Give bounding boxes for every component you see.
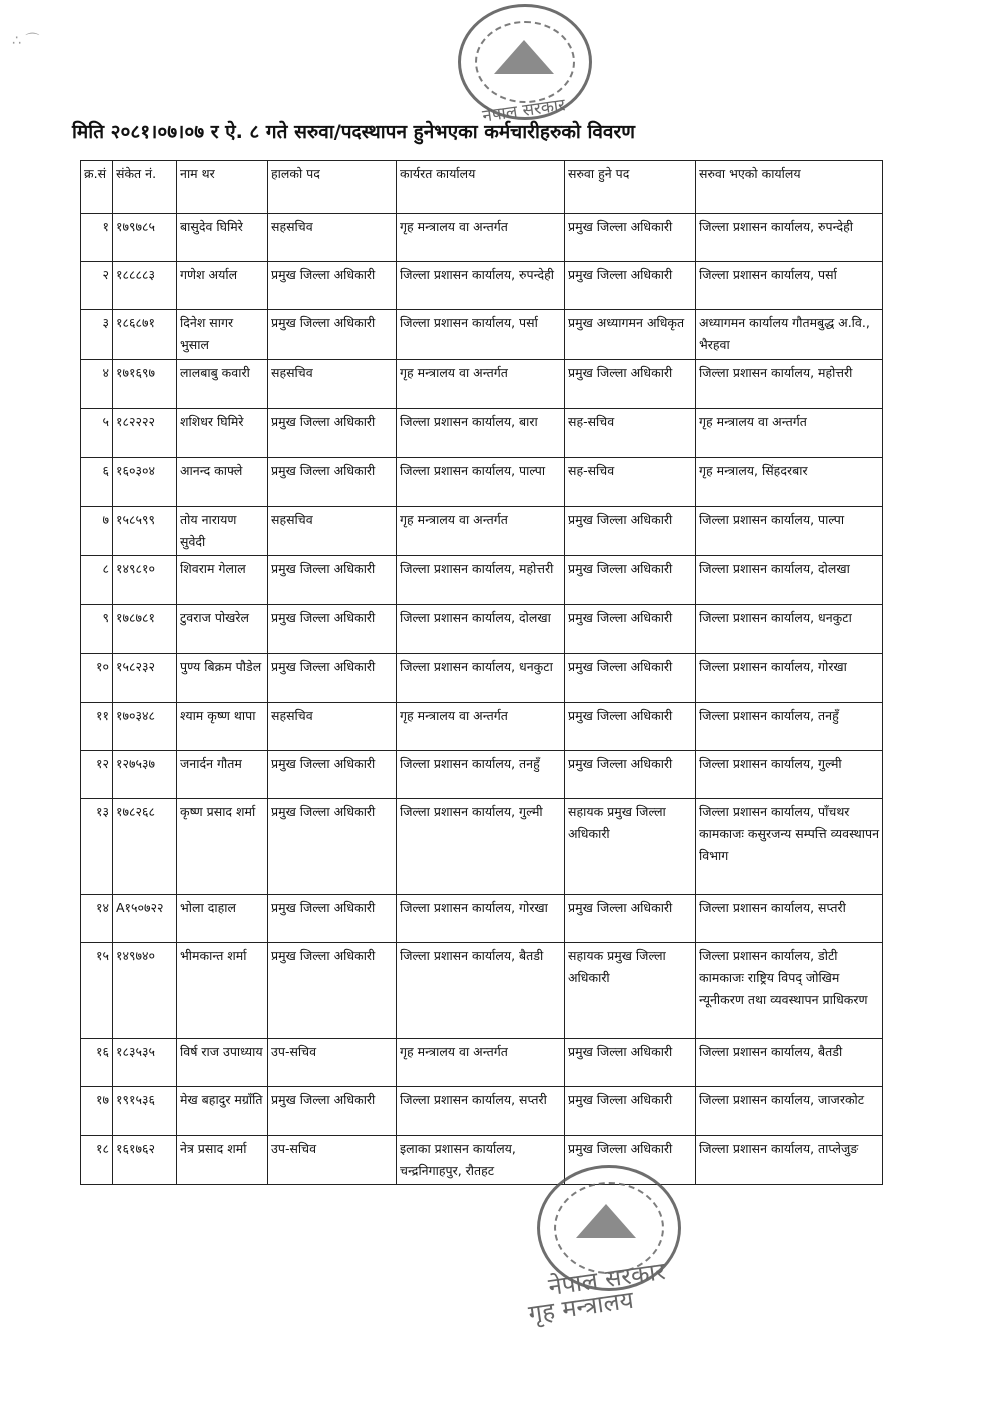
cell-serial: १६ [81,1039,113,1087]
table-row [81,360,883,409]
stamp-text-top: नेपाल सरकार [481,95,567,127]
table-row [81,458,883,507]
table-row [81,1087,883,1136]
cell-serial: १३ [81,799,113,895]
table-row [81,703,883,751]
cell-code: १४९८१० [113,556,177,605]
header-transfer-post: सरुवा हुने पद [565,161,696,214]
cell-serial: ३ [81,310,113,360]
header-current-post: हालको पद [268,161,397,214]
cell-code: १८३५३५ [113,1039,177,1087]
cell-code: १८६८७१ [113,310,177,360]
cell-transfer-office: जिल्ला प्रशासन कार्यालय, रुपन्देही [696,214,883,262]
cell-name: कृष्ण प्रसाद शर्मा [177,799,268,895]
cell-name: भीमकान्त शर्मा [177,943,268,1039]
table-row [81,654,883,703]
cell-transfer-office: अध्यागमन कार्यालय गौतमबुद्ध अ.वि., भैरहवा [696,310,883,360]
cell-current-office: जिल्ला प्रशासन कार्यालय, धनकुटा [397,654,565,703]
header-serial: क्र.सं [81,161,113,214]
table-row [81,214,883,262]
cell-code: १५८२३२ [113,654,177,703]
cell-transfer-office: जिल्ला प्रशासन कार्यालय, महोत्तरी [696,360,883,409]
cell-serial: १२ [81,751,113,799]
cell-serial: १८ [81,1136,113,1185]
cell-transfer-office: गृह मन्त्रालय वा अन्तर्गत [696,409,883,458]
cell-current-post: प्रमुख जिल्ला अधिकारी [268,262,397,310]
cell-current-post: प्रमुख जिल्ला अधिकारी [268,895,397,943]
table-row [81,507,883,556]
cell-transfer-post: सहायक प्रमुख जिल्ला अधिकारी [565,943,696,1039]
cell-current-post: सहसचिव [268,507,397,556]
cell-current-post: प्रमुख जिल्ला अधिकारी [268,799,397,895]
cell-name: जनार्दन गौतम [177,751,268,799]
cell-transfer-office: जिल्ला प्रशासन कार्यालय, जाजरकोट [696,1087,883,1136]
cell-current-office: जिल्ला प्रशासन कार्यालय, गुल्मी [397,799,565,895]
cell-name: मेख बहादुर मग्राँति [177,1087,268,1136]
cell-serial: ५ [81,409,113,458]
cell-name: लालबाबु कवारी [177,360,268,409]
cell-code: १६०३०४ [113,458,177,507]
cell-name: गणेश अर्याल [177,262,268,310]
cell-code: १५८५९९ [113,507,177,556]
cell-current-office: गृह मन्त्रालय वा अन्तर्गत [397,360,565,409]
cell-transfer-office: जिल्ला प्रशासन कार्यालय, ताप्लेजुङ [696,1136,883,1185]
header-transfer-office: सरुवा भएको कार्यालय [696,161,883,214]
cell-current-office: इलाका प्रशासन कार्यालय, चन्द्रनिगाहपुर, रौतहट [397,1136,565,1185]
cell-transfer-post: प्रमुख जिल्ला अधिकारी [565,751,696,799]
cell-transfer-office: जिल्ला प्रशासन कार्यालय, सप्तरी [696,895,883,943]
table-row [81,943,883,1039]
cell-code: १९१५३६ [113,1087,177,1136]
cell-transfer-post: सह-सचिव [565,458,696,507]
cell-serial: २ [81,262,113,310]
table-row [81,262,883,310]
cell-name: विर्ष राज उपाध्याय [177,1039,268,1087]
cell-transfer-post: प्रमुख जिल्ला अधिकारी [565,1039,696,1087]
table-header-row [81,161,883,214]
cell-transfer-post: प्रमुख जिल्ला अधिकारी [565,214,696,262]
cell-name: श्याम कृष्ण थापा [177,703,268,751]
cell-current-office: जिल्ला प्रशासन कार्यालय, तनहुँ [397,751,565,799]
cell-current-post: प्रमुख जिल्ला अधिकारी [268,409,397,458]
table-row [81,895,883,943]
cell-current-post: प्रमुख जिल्ला अधिकारी [268,654,397,703]
cell-current-office: जिल्ला प्रशासन कार्यालय, दोलखा [397,605,565,654]
cell-code: १७८७८१ [113,605,177,654]
cell-serial: ६ [81,458,113,507]
cell-transfer-post: सहायक प्रमुख जिल्ला अधिकारी [565,799,696,895]
cell-name: टुवराज पोखरेल [177,605,268,654]
cell-code: १२७५३७ [113,751,177,799]
table-row [81,1136,883,1185]
table-row [81,556,883,605]
transfer-table [80,160,883,1185]
cell-code: १४९७४० [113,943,177,1039]
cell-current-post: प्रमुख जिल्ला अधिकारी [268,751,397,799]
cell-current-post: प्रमुख जिल्ला अधिकारी [268,943,397,1039]
cell-serial: ११ [81,703,113,751]
table-row [81,605,883,654]
cell-transfer-office: जिल्ला प्रशासन कार्यालय, पाँचथर कामकाजः कसुरजन्य सम्पत्ति व्यवस्थापन विभाग [696,799,883,895]
cell-serial: १७ [81,1087,113,1136]
cell-current-office: जिल्ला प्रशासन कार्यालय, पाल्पा [397,458,565,507]
cell-code: १७८२६८ [113,799,177,895]
cell-transfer-office: जिल्ला प्रशासन कार्यालय, तनहुँ [696,703,883,751]
cell-code: A१५०७२२ [113,895,177,943]
stamp-text-bottom-2: गृह मन्त्रालय [526,1285,636,1329]
cell-serial: ४ [81,360,113,409]
cell-transfer-office: जिल्ला प्रशासन कार्यालय, धनकुटा [696,605,883,654]
document-title: मिति २०८१।०७।०७ र ऐ. ८ गते सरुवा/पदस्थापन हुनेभएका कर्मचारीहरुको विवरण [72,121,635,143]
table-row [81,799,883,895]
cell-transfer-post: प्रमुख जिल्ला अधिकारी [565,1087,696,1136]
cell-current-post: प्रमुख जिल्ला अधिकारी [268,556,397,605]
cell-current-post: सहसचिव [268,360,397,409]
cell-transfer-post: प्रमुख अध्यागमन अधिकृत [565,310,696,360]
cell-serial: १० [81,654,113,703]
cell-transfer-post: प्रमुख जिल्ला अधिकारी [565,1136,696,1185]
cell-current-office: जिल्ला प्रशासन कार्यालय, सप्तरी [397,1087,565,1136]
cell-transfer-post: प्रमुख जिल्ला अधिकारी [565,654,696,703]
cell-serial: १५ [81,943,113,1039]
cell-name: शिवराम गेलाल [177,556,268,605]
cell-name: दिनेश सागर भुसाल [177,310,268,360]
cell-code: १७०३४८ [113,703,177,751]
cell-name: तोय नारायण सुवेदी [177,507,268,556]
table-row [81,310,883,360]
cell-current-post: प्रमुख जिल्ला अधिकारी [268,605,397,654]
cell-transfer-office: गृह मन्त्रालय, सिंहदरबार [696,458,883,507]
cell-current-office: गृह मन्त्रालय वा अन्तर्गत [397,1039,565,1087]
cell-code: १७९७८५ [113,214,177,262]
header-code: संकेत नं. [113,161,177,214]
cell-current-office: जिल्ला प्रशासन कार्यालय, महोत्तरी [397,556,565,605]
table-row [81,409,883,458]
cell-transfer-post: प्रमुख जिल्ला अधिकारी [565,703,696,751]
cell-serial: ८ [81,556,113,605]
cell-name: शशिधर घिमिरे [177,409,268,458]
cell-transfer-office: जिल्ला प्रशासन कार्यालय, डोटी कामकाजः राष्ट्रिय विपद् जोखिम न्यूनीकरण तथा व्यवस्थापन प्राधिकरण [696,943,883,1039]
table-row [81,751,883,799]
cell-name: बासुदेव घिमिरे [177,214,268,262]
cell-current-office: गृह मन्त्रालय वा अन्तर्गत [397,507,565,556]
cell-serial: १ [81,214,113,262]
cell-transfer-post: प्रमुख जिल्ला अधिकारी [565,360,696,409]
cell-transfer-post: प्रमुख जिल्ला अधिकारी [565,262,696,310]
cell-current-office: जिल्ला प्रशासन कार्यालय, गोरखा [397,895,565,943]
cell-serial: ७ [81,507,113,556]
cell-transfer-post: प्रमुख जिल्ला अधिकारी [565,605,696,654]
cell-current-post: प्रमुख जिल्ला अधिकारी [268,310,397,360]
cell-current-post: सहसचिव [268,214,397,262]
cell-current-post: प्रमुख जिल्ला अधिकारी [268,1087,397,1136]
cell-transfer-office: जिल्ला प्रशासन कार्यालय, दोलखा [696,556,883,605]
cell-current-office: गृह मन्त्रालय वा अन्तर्गत [397,214,565,262]
cell-code: १७१६९७ [113,360,177,409]
cell-name: भोला दाहाल [177,895,268,943]
cell-name: नेत्र प्रसाद शर्मा [177,1136,268,1185]
cell-transfer-post: सह-सचिव [565,409,696,458]
header-name: नाम थर [177,161,268,214]
cell-name: आनन्द काफ्ले [177,458,268,507]
cell-transfer-office: जिल्ला प्रशासन कार्यालय, गुल्मी [696,751,883,799]
cell-transfer-office: जिल्ला प्रशासन कार्यालय, बैतडी [696,1039,883,1087]
cell-current-office: जिल्ला प्रशासन कार्यालय, बारा [397,409,565,458]
cell-transfer-post: प्रमुख जिल्ला अधिकारी [565,507,696,556]
cell-current-office: जिल्ला प्रशासन कार्यालय, बैतडी [397,943,565,1039]
table-row [81,1039,883,1087]
cell-current-post: प्रमुख जिल्ला अधिकारी [268,458,397,507]
cell-transfer-post: प्रमुख जिल्ला अधिकारी [565,556,696,605]
cell-serial: ९ [81,605,113,654]
cell-code: १६१७६२ [113,1136,177,1185]
cell-transfer-office: जिल्ला प्रशासन कार्यालय, गोरखा [696,654,883,703]
cell-code: १८२२२२ [113,409,177,458]
cell-transfer-post: प्रमुख जिल्ला अधिकारी [565,895,696,943]
cell-current-office: जिल्ला प्रशासन कार्यालय, रुपन्देही [397,262,565,310]
cell-current-post: सहसचिव [268,703,397,751]
cell-transfer-office: जिल्ला प्रशासन कार्यालय, पर्सा [696,262,883,310]
cell-name: पुण्य बिक्रम पौडेल [177,654,268,703]
margin-scribble: ∴ ⌒ [12,33,40,49]
cell-transfer-office: जिल्ला प्रशासन कार्यालय, पाल्पा [696,507,883,556]
cell-current-office: गृह मन्त्रालय वा अन्तर्गत [397,703,565,751]
stamp-text-bottom-1: नेपाल सरकार [546,1256,668,1302]
cell-current-post: उप-सचिव [268,1039,397,1087]
cell-current-office: जिल्ला प्रशासन कार्यालय, पर्सा [397,310,565,360]
cell-code: १८८८८३ [113,262,177,310]
cell-current-post: उप-सचिव [268,1136,397,1185]
header-current-office: कार्यरत कार्यालय [397,161,565,214]
cell-serial: १४ [81,895,113,943]
